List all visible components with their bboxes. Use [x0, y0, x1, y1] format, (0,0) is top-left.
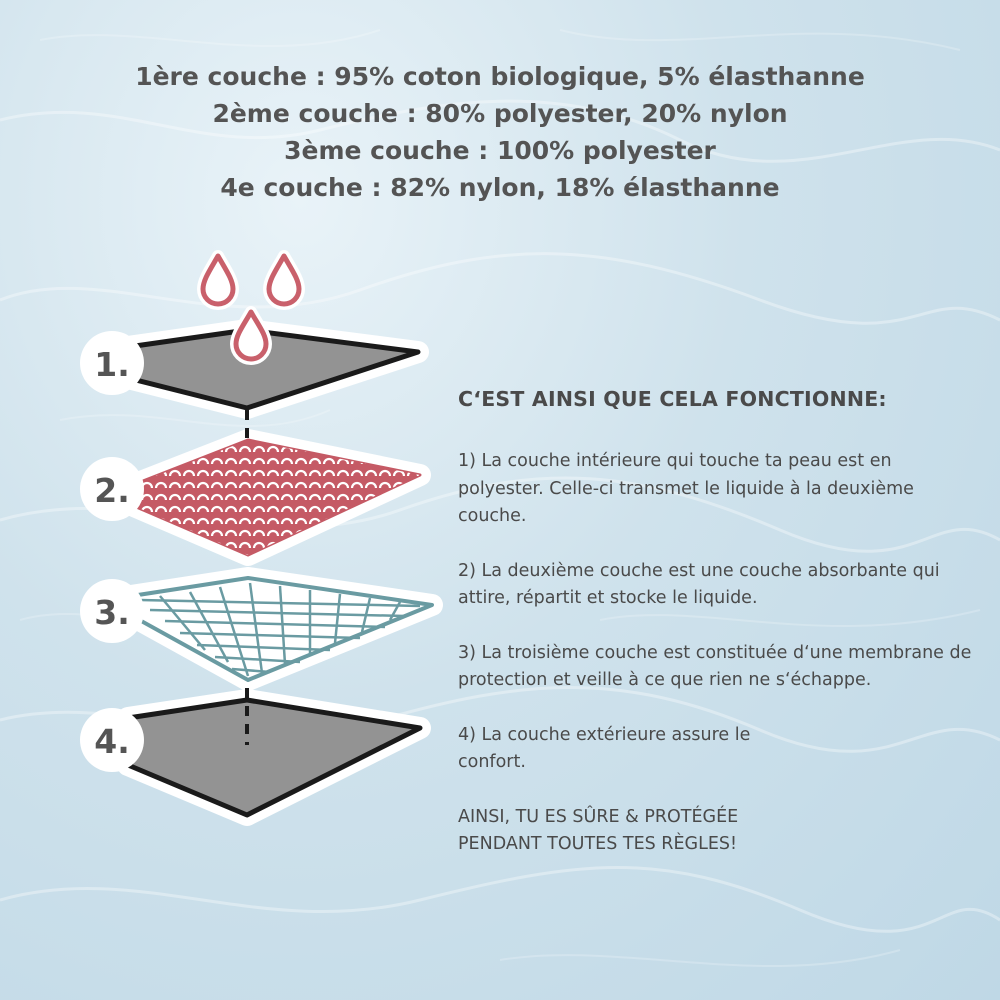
layer-badge-1 [80, 331, 144, 395]
layer-4-graphic [128, 700, 420, 815]
composition-line-4: 4e couche : 82% nylon, 18% élasthanne [220, 173, 780, 202]
layer-label-4: 4. [94, 722, 130, 761]
explanation-step-2: 2) La deuxième couche est une couche absorbante qui attire, répartit et stocke le liquide. [458, 560, 940, 608]
composition-line-3: 3ème couche : 100% polyester [284, 136, 716, 165]
layer-2-graphic [120, 440, 420, 555]
layer-badge-2 [80, 457, 144, 521]
drop-icon [203, 256, 233, 304]
explanation-panel [458, 384, 978, 886]
explanation-step-3: 3) La troisième couche est constituée d‘une membrane de protection et veille à ce que rien ne s‘échappe. [458, 642, 972, 690]
explanation-closing: AINSI, TU ES SÛRE & PROTÉGÉE PENDANT TOUTES TES RÈGLES! [458, 806, 739, 854]
layer-3-graphic [125, 578, 432, 680]
layer-1-graphic [128, 330, 418, 408]
drop-icon [269, 256, 299, 304]
explanation-step-4: 4) La couche extérieure assure le confort. [458, 724, 751, 772]
composition-line-2: 2ème couche : 80% polyester, 20% nylon [212, 99, 788, 128]
explanation-step-1: 1) La couche intérieure qui touche ta peau est en polyester. Celle-ci transmet le liquide à la deuxième couche. [458, 451, 914, 526]
layer-label-3: 3. [94, 593, 130, 632]
layer-label-1: 1. [94, 345, 130, 384]
layer-badge-4 [80, 708, 144, 772]
composition-line-1: 1ère couche : 95% coton biologique, 5% élasthanne [135, 62, 865, 91]
explanation-title: C‘EST AINSI QUE CELA FONCTIONNE: [458, 387, 887, 411]
layer-label-2: 2. [94, 471, 130, 510]
drop-icon [236, 312, 266, 359]
layer-badge-3 [80, 579, 144, 643]
